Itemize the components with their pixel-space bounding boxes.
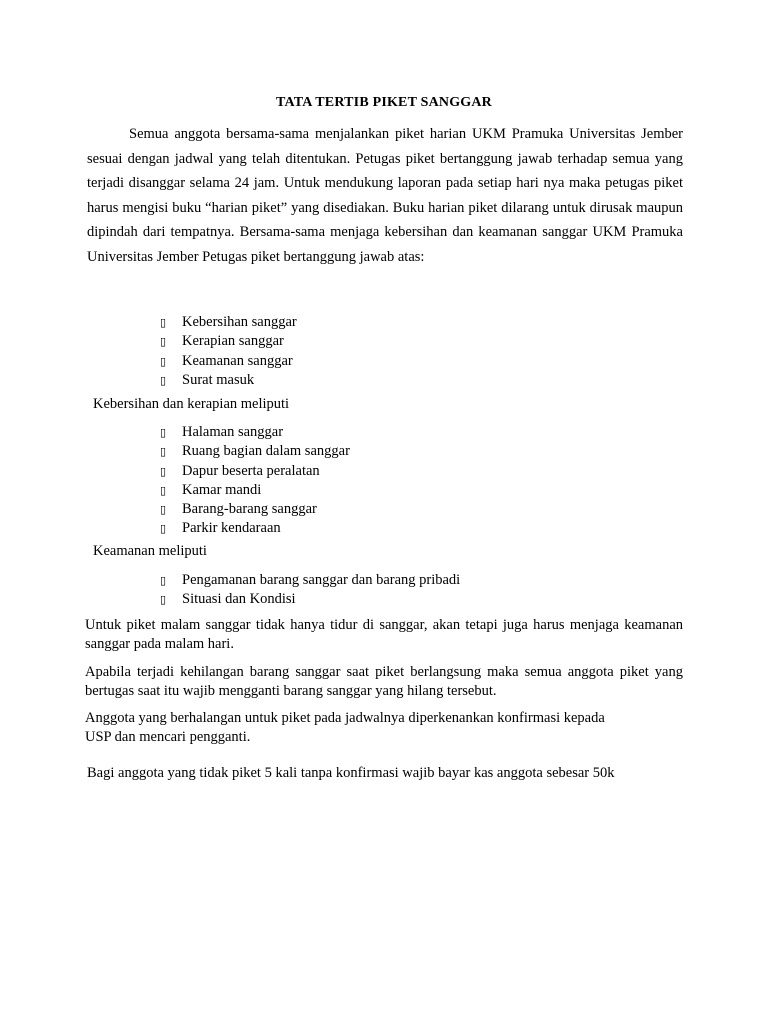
list-item: ▯ Halaman sanggar	[160, 423, 350, 442]
list-item: ▯ Barang-barang sanggar	[160, 500, 350, 519]
intro-paragraph: Semua anggota bersama-sama menjalankan piket harian UKM Pramuka Universitas Jember sesuai dengan jadwal yang telah ditentukan. Petugas piket bertanggung jawab terhadap semua yang terjadi disanggar selama 24 jam. Untuk mendukung laporan pada setiap hari nya maka petugas piket harus mengisi buku “harian piket” yang disediakan. Buku harian piket dilarang untuk dirusak maupun dipindah dari tempatnya. Bersama-sama menjaga kebersihan dan keamanan sanggar UKM Pramuka Universitas Jember Petugas piket bertanggung jawab atas:	[87, 126, 683, 265]
fine-rule-paragraph: Bagi anggota yang tidak piket 5 kali tanpa konfirmasi wajib bayar kas anggota sebesar 50k	[87, 765, 615, 781]
list-item: ▯ Situasi dan Kondisi	[160, 590, 460, 609]
list-item: ▯ Parkir kendaraan	[160, 519, 350, 538]
list-item: ▯ Kamar mandi	[160, 481, 350, 500]
bullet-icon: ▯	[160, 574, 167, 587]
bullet-icon: ▯	[160, 373, 167, 387]
list-item: ▯ Kerapian sanggar	[160, 332, 297, 351]
list-item: ▯ Ruang bagian dalam sanggar	[160, 442, 350, 461]
bullet-icon: ▯	[160, 426, 167, 439]
bullet-icon: ▯	[160, 503, 167, 517]
night-duty-paragraph: Untuk piket malam sanggar tidak hanya tidur di sanggar, akan tetapi juga harus menjaga keamanan sanggar pada malam hari.	[85, 617, 683, 652]
absence-rule-line-2: USP dan mencari pengganti.	[85, 728, 251, 745]
bullet-icon: ▯	[160, 593, 167, 607]
bullet-icon: ▯	[160, 316, 167, 329]
document-title: TATA TERTIB PIKET SANGGAR	[276, 95, 492, 110]
cleanliness-heading: Kebersihan dan kerapian meliputi	[93, 396, 290, 412]
list-item: ▯ Surat masuk	[160, 371, 297, 390]
responsibilities-list	[160, 313, 297, 390]
bullet-icon: ▯	[160, 335, 167, 349]
list-item: ▯ Dapur beserta peralatan	[160, 462, 350, 481]
bullet-icon: ▯	[160, 522, 167, 536]
list-item: ▯ Pengamanan barang sanggar dan barang pribadi	[160, 571, 460, 590]
list-item: ▯ Kebersihan sanggar	[160, 313, 297, 332]
absence-rule-paragraph	[85, 709, 685, 746]
bullet-icon: ▯	[160, 464, 167, 478]
loss-rule-paragraph: Apabila terjadi kehilangan barang sanggar saat piket berlangsung maka semua anggota piket yang bertugas saat itu wajib mengganti barang sanggar yang hilang tersebut.	[85, 664, 683, 699]
absence-rule-line-1: Anggota yang berhalangan untuk piket pada jadwalnya diperkenankan konfirmasi kepada	[85, 710, 605, 726]
security-list	[160, 571, 460, 610]
bullet-icon: ▯	[160, 483, 167, 497]
list-item: ▯ Keamanan sanggar	[160, 352, 297, 371]
security-heading: Keamanan meliputi	[93, 543, 207, 559]
bullet-icon: ▯	[160, 445, 167, 459]
bullet-icon: ▯	[160, 354, 167, 368]
cleanliness-list	[160, 423, 350, 539]
